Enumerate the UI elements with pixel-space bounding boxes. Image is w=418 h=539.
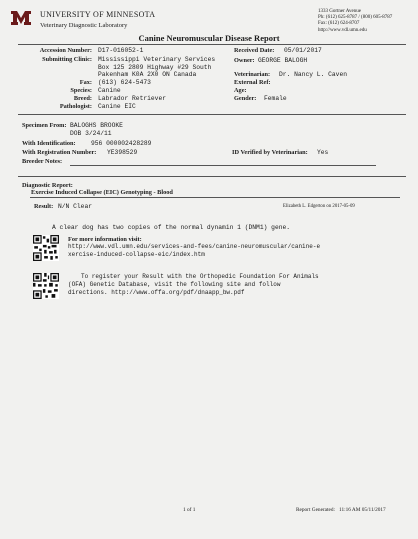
more-info-label: For more information visit: (68, 236, 142, 243)
report-title: Canine Neuromuscular Disease Report (138, 33, 280, 43)
diagnostic-report-label: Diagnostic Report: (22, 182, 73, 189)
received-date: 05/01/2017 (284, 47, 322, 54)
specimen-from-label: Specimen From: (22, 122, 67, 129)
registration-number: YE398529 (107, 149, 138, 156)
qr-code-icon (33, 235, 59, 261)
dob: DOB 3/24/11 (70, 130, 112, 137)
accession-number-label: Accession Number: (39, 47, 92, 54)
clinic-line: Box 125 2809 Highway #29 South (98, 63, 212, 71)
gender: Female (264, 95, 287, 102)
lab-name: Veterinary Diagnostic Laboratory (40, 22, 128, 29)
result-description: A clear dog has two copies of the normal dynamin 1 (DNM1) gene. (52, 224, 291, 231)
specimen-from: BALOGHS BROOKE (70, 122, 123, 129)
owner-name: GEORGE BALOGH (258, 57, 308, 64)
ofa-instructions-link[interactable]: directions. http://www.offa.org/pdf/dnaapp_bw.pdf (68, 289, 245, 296)
divider (18, 176, 406, 177)
identification-number: 956 000002428289 (91, 140, 152, 147)
received-date-label: Received Date: (234, 47, 275, 54)
qr-code-icon (33, 273, 59, 299)
clinic-line: (613) 624-5473 (98, 78, 151, 86)
ofa-instructions-line: To register your Result with the Orthopedic Foundation For Animals (81, 273, 319, 280)
more-info-link[interactable]: http://www.vdl.umn.edu/services-and-fees/canine-neuromuscular/canine-e (68, 243, 321, 250)
breed: Labrador Retriever (98, 95, 167, 102)
clinic-line: Pakenham K0A 2X0 ON Canada (98, 71, 197, 79)
report-generated-label: Report Generated: (296, 507, 335, 513)
breeder-notes-line (70, 165, 376, 166)
test-name: Exercise Induced Collapse (EIC) Genotyping - Blood (31, 189, 173, 196)
lab-address (318, 9, 392, 34)
address-line: 1333 Gortner Avenue (318, 9, 361, 14)
fax-label: Fax: (79, 79, 92, 86)
clinic-line: Mississippi Veterinary Services (98, 56, 216, 63)
clinic-address (98, 56, 215, 86)
divider (18, 114, 406, 115)
pathologist: Canine EIC (98, 103, 136, 110)
id-verified-value: Yes (317, 149, 329, 156)
address-line: Ph: (612) 625-8787 / (800) 605-8787 (318, 15, 393, 21)
university-name: UNIVERSITY OF MINNESOTA (40, 10, 156, 19)
result-value: N/N Clear (58, 203, 93, 210)
gender-label: Gender: (234, 95, 257, 102)
species: Canine (98, 87, 121, 94)
signature: Elizabeth L. Edgerton on 2017-05-09 (283, 204, 355, 209)
veterinarian-label: Veterinarian: (234, 71, 271, 78)
submitting-clinic-label: Submitting Clinic: (42, 56, 92, 63)
ofa-instructions-line: (OFA) Genetic Database, visit the following site and follow (68, 281, 281, 288)
divider (18, 44, 406, 45)
accession-number: D17-016052-1 (98, 47, 144, 54)
pathologist-label: Pathologist: (59, 103, 92, 110)
id-verified-label: ID Verified by Veterinarian: (232, 149, 308, 156)
species-label: Species: (70, 87, 92, 94)
external-ref-label: External Ref: (234, 79, 271, 86)
breed-label: Breed: (73, 95, 92, 102)
page-number: 1 of 1 (183, 507, 196, 513)
result-label: Result: (34, 203, 54, 210)
owner-label: Owner: (234, 57, 255, 64)
age-label: Age: (234, 87, 247, 94)
veterinarian-name: Dr. Nancy L. Caven (279, 71, 348, 78)
more-info-link[interactable]: xercise-induced-collapse-eic/index.htm (68, 251, 205, 258)
university-logo-icon (10, 9, 32, 27)
identification-label: With Identification: (22, 140, 76, 147)
address-line: Fax: (612) 624-8707 (318, 21, 360, 27)
registration-label: With Registration Number: (22, 149, 97, 156)
address-line: http://www.vdl.umn.edu (318, 27, 367, 33)
breeder-notes-label: Breeder Notes: (22, 158, 63, 165)
report-generated-time: 11:16 AM 05/11/2017 (339, 507, 386, 513)
divider (30, 197, 400, 198)
